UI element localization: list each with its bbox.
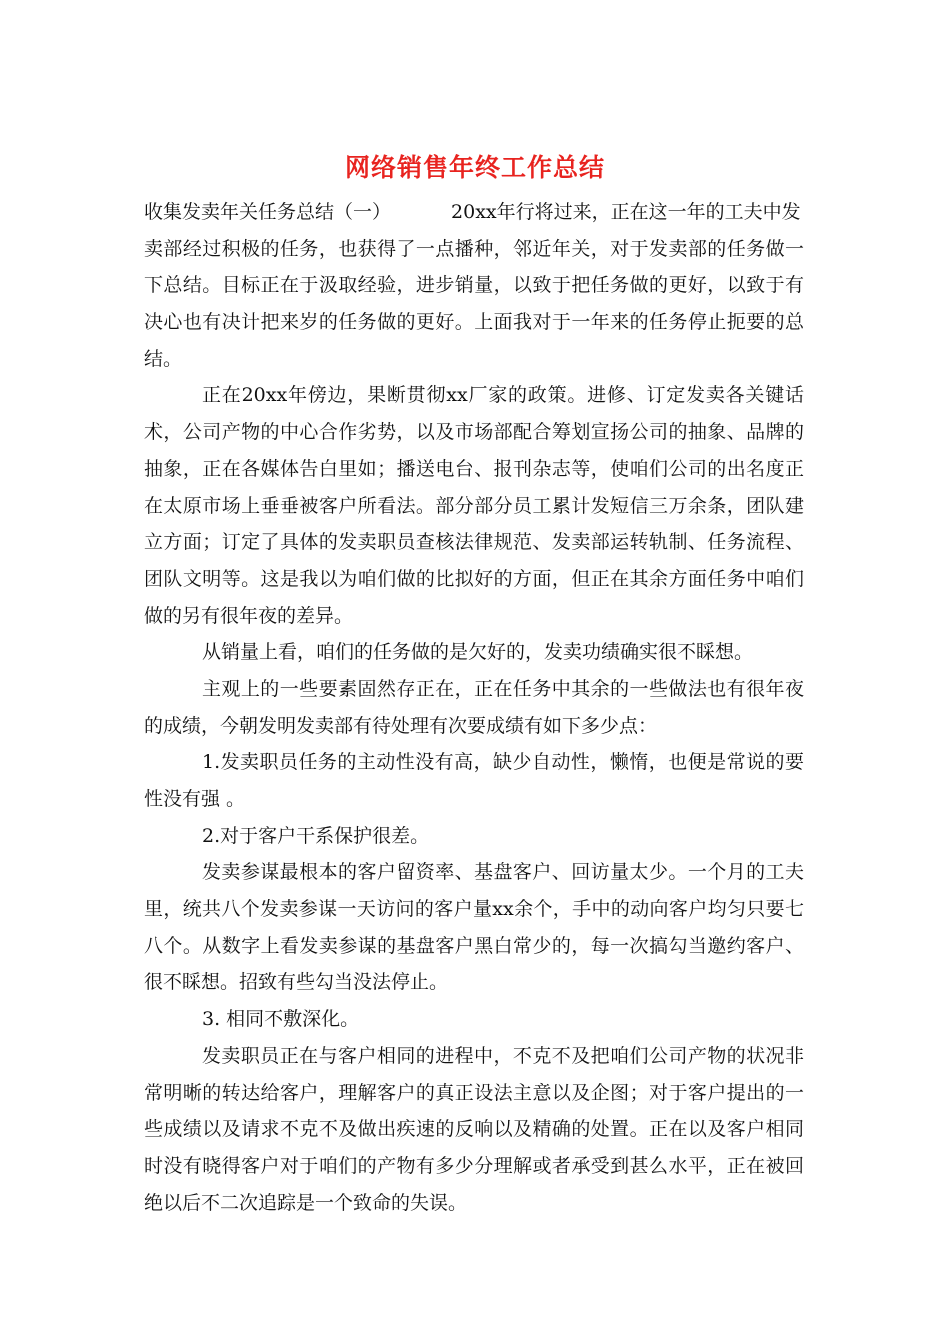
text-line-content: 里，统共八个发卖参谋一天访问的客户量xx余个，手中的动向客户均匀只要七 [144,898,804,921]
text-line-content: 常明晰的转达给客户，理解客户的真正设法主意以及企图；对于客户提出的一 [144,1081,804,1104]
text-line-content: 立方面；订定了具体的发卖职员查核法律规范、发卖部运转轨制、任务流程、 [144,531,804,554]
text-line-content: 结。 [144,347,183,370]
text-line-tail: 20xx年行将过来，正在这一年的工夫中发 [451,201,801,223]
text-line [144,231,804,268]
text-line [144,634,804,671]
text-line [144,524,804,561]
text-line [144,964,804,1001]
text-line [144,194,804,231]
text-line-content: 抽象，正在各媒体告白里如；播送电台、报刊杂志等，使咱们公司的出名度正 [144,457,804,480]
text-line [144,267,804,304]
text-line-content: 些成绩以及请求不克不及做出疾速的反响以及精确的处置。正在以及客户相同 [144,1118,804,1141]
text-line-content: 收集发卖年关任务总结（一） [144,201,392,223]
document-title: 网络销售年终工作总结 [344,153,605,182]
text-line [144,1148,804,1185]
text-line-content: 绝以后不二次追踪是一个致命的失误。 [144,1191,468,1214]
text-line-content: 卖部经过积极的任务，也获得了一点播种，邻近年关，对于发卖部的任务做一 [144,237,804,260]
text-line-content: 的成绩，今朝发明发卖部有待处理有次要成绩有如下多少点： [144,714,658,737]
document-body [144,194,804,1221]
text-line [144,414,804,451]
text-line-content: 决心也有决计把来岁的任务做的更好。上面我对于一年来的任务停止扼要的总 [144,311,804,334]
text-line-content: 术，公司产物的中心合作劣势，以及市场部配合筹划宣扬公司的抽象、品牌的 [144,421,804,444]
text-line-content: 2.对于客户干系保护很差。 [202,824,430,847]
text-line-content: 在太原市场上垂垂被客户所看法。部分部分员工累计发短信三万余条，团队建 [144,494,804,517]
text-line [144,1185,804,1222]
text-line [144,341,804,378]
text-line-content: 下总结。目标正在于汲取经验，进步销量，以致于把任务做的更好，以致于有 [144,274,804,297]
text-line-content: 从销量上看，咱们的任务做的是欠好的，发卖功绩确实很不睬想。 [202,641,754,664]
text-line-content: 发卖参谋最根本的客户留资率、基盘客户、回访量太少。一个月的工夫 [202,861,804,884]
text-line [144,744,804,781]
text-line [144,708,804,745]
text-line-content: 很不睬想。招致有些勾当没法停止。 [144,971,449,994]
text-line [144,928,804,965]
text-line [144,451,804,488]
text-line [144,671,804,708]
text-line [144,1038,804,1075]
text-line-content: 八个。从数字上看发卖参谋的基盘客户黑白常少的，每一次搞勾当邀约客户、 [144,934,804,957]
text-line [144,1001,804,1038]
text-line [144,561,804,598]
text-line [144,598,804,635]
text-line-content: 正在20xx年傍边，果断贯彻xx厂家的政策。进修、订定发卖各关键话 [202,384,804,407]
text-line [144,818,804,855]
text-line-content: 性没有强 。 [144,788,246,810]
text-line [144,854,804,891]
text-line-content: 做的另有很年夜的差异。 [144,604,354,627]
text-line [144,891,804,928]
text-line [144,304,804,341]
text-line [144,781,804,818]
text-line-content: 1.发卖职员任务的主动性没有高，缺少自动性，懒惰，也便是常说的要 [202,751,804,774]
text-line [144,377,804,414]
text-line [144,1111,804,1148]
text-line-content: 3. 相同不敷深化。 [202,1008,360,1031]
text-line-content: 发卖职员正在与客户相同的进程中，不克不及把咱们公司产物的状况非 [202,1044,804,1067]
text-line [144,488,804,525]
text-line-content: 主观上的一些要素固然存正在，正在任务中其余的一些做法也有很年夜 [202,677,804,700]
text-line [144,1075,804,1112]
text-line-content: 团队文明等。这是我以为咱们做的比拟好的方面，但正在其余方面任务中咱们 [144,567,804,590]
text-line-content: 时没有晓得客户对于咱们的产物有多少分理解或者承受到甚么水平，正在被回 [144,1154,804,1177]
